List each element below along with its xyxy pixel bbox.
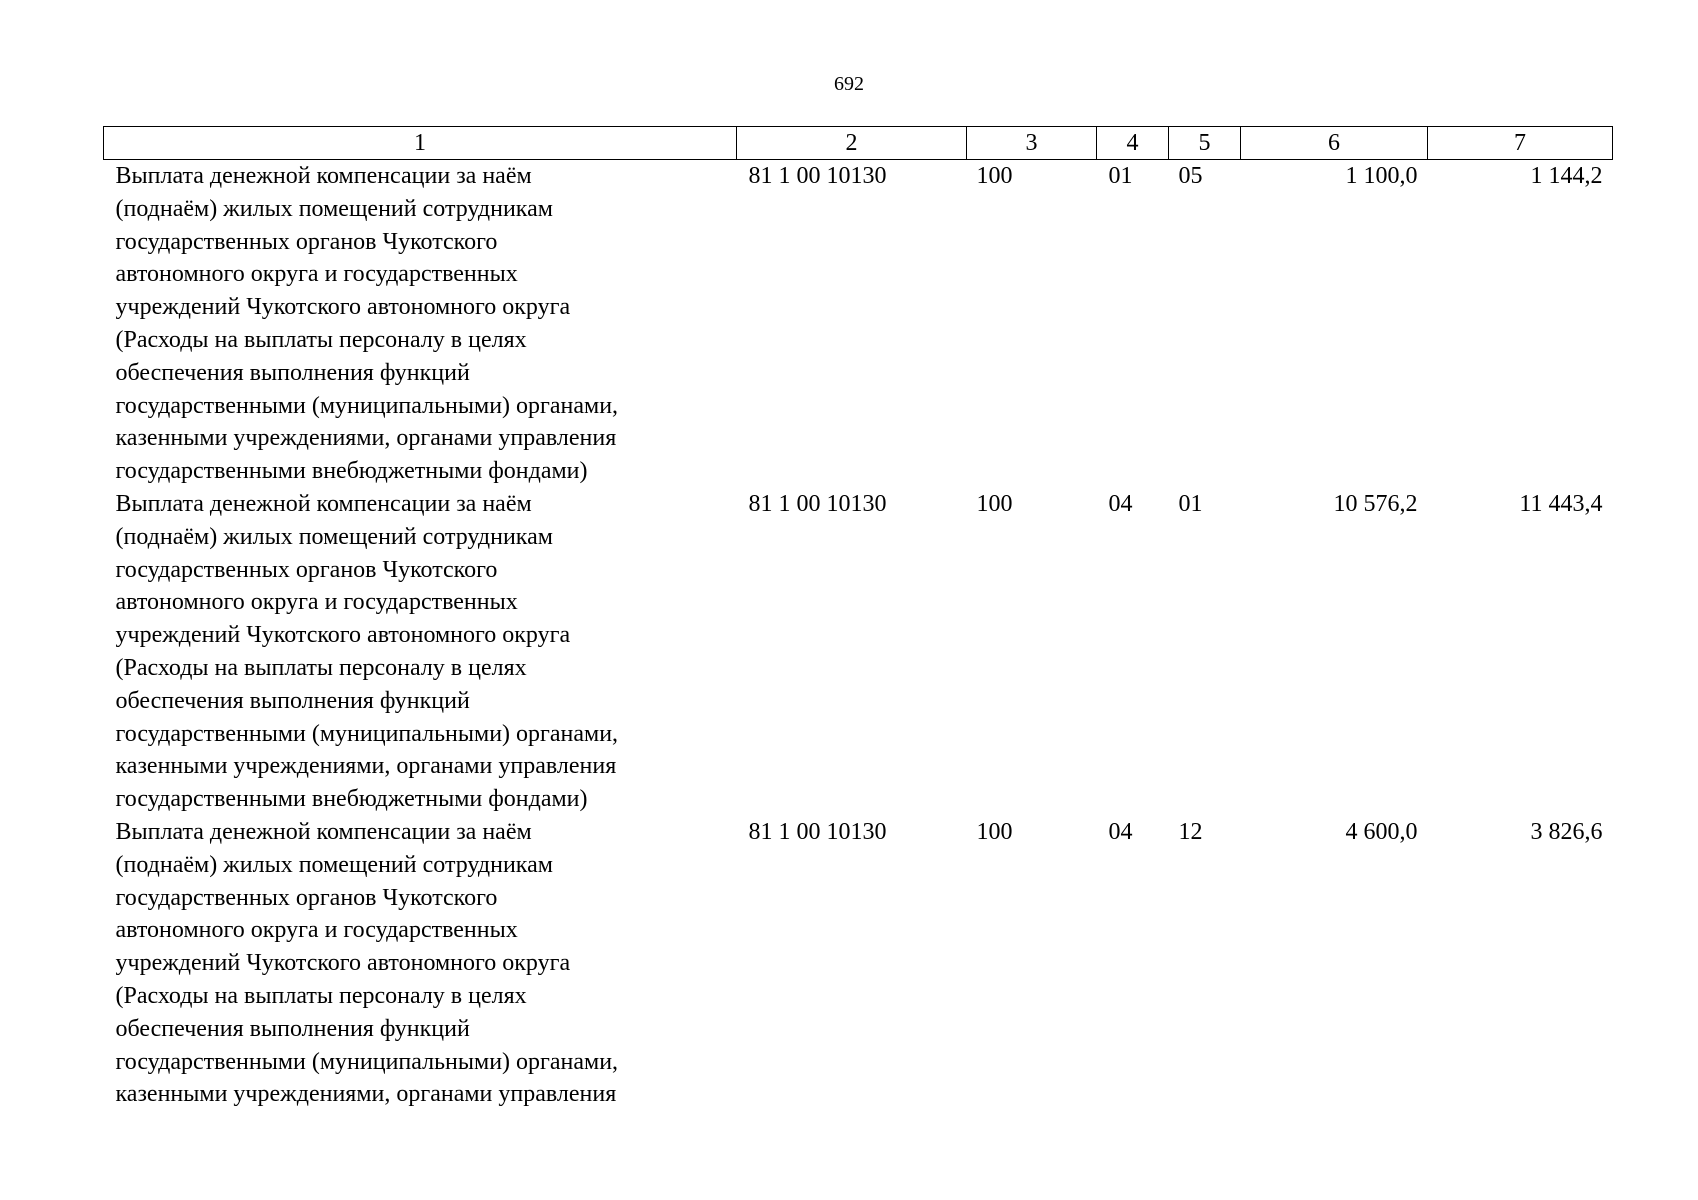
row-name-line: обеспечения выполнения функций bbox=[115, 687, 470, 714]
row-subsection: 05 bbox=[1178, 163, 1203, 189]
row-name-line: государственных органов Чукотского bbox=[115, 228, 498, 255]
row-section: 04 bbox=[1108, 490, 1133, 517]
row-code: 81 1 00 10130 bbox=[748, 163, 887, 189]
column-header-1: 1 bbox=[104, 127, 737, 160]
row-name-line: (поднаём) жилых помещений сотрудникам bbox=[115, 851, 553, 878]
row-name-line: автономного округа и государственных bbox=[115, 917, 518, 944]
row-name-line: автономного округа и государственных bbox=[115, 261, 518, 288]
row-sum-2: 11 443,4 bbox=[1519, 490, 1603, 517]
row-name-line: государственными внебюджетными фондами) bbox=[115, 786, 588, 813]
row-name-line: Выплата денежной компенсации за наём bbox=[115, 490, 532, 517]
row-name-line: (Расходы на выплаты персоналу в целях bbox=[115, 654, 527, 681]
column-header-7: 7 bbox=[1428, 127, 1613, 160]
row-section: 04 bbox=[1108, 818, 1133, 845]
column-header-4: 4 bbox=[1097, 127, 1169, 160]
row-name-line: (поднаём) жилых помещений сотрудникам bbox=[115, 195, 553, 222]
row-code: 81 1 00 10130 bbox=[748, 818, 887, 845]
row-name-line: учреждений Чукотского автономного округа bbox=[115, 950, 571, 977]
row-name-line: государственными (муниципальными) органами, bbox=[115, 720, 619, 747]
row-sum-1: 1 100,0 bbox=[1345, 163, 1418, 189]
row-name-line: казенными учреждениями, органами управления bbox=[115, 425, 617, 452]
row-name-line: (Расходы на выплаты персоналу в целях bbox=[115, 326, 527, 353]
row-name-line: государственными (муниципальными) органами, bbox=[115, 1048, 619, 1075]
row-name bbox=[104, 160, 737, 488]
row-code: 81 1 00 10130 bbox=[748, 490, 887, 517]
row-expense-type: 100 bbox=[976, 490, 1013, 517]
row-name-line: государственных органов Чукотского bbox=[115, 884, 498, 911]
column-header-5: 5 bbox=[1169, 127, 1241, 160]
row-name-line: государственными внебюджетными фондами) bbox=[115, 458, 588, 485]
table-row bbox=[104, 488, 1613, 816]
row-name-line: Выплата денежной компенсации за наём bbox=[115, 818, 532, 845]
row-name-line: обеспечения выполнения функций bbox=[115, 359, 470, 386]
row-name-line: государственных органов Чукотского bbox=[115, 556, 498, 583]
page-number: 692 bbox=[834, 73, 864, 95]
table-row bbox=[104, 160, 1613, 488]
row-name-line: казенными учреждениями, органами управления bbox=[115, 1081, 617, 1108]
row-sum-2: 1 144,2 bbox=[1530, 163, 1603, 189]
table-body bbox=[104, 160, 1613, 1112]
column-header-2: 2 bbox=[737, 127, 967, 160]
row-sum-1: 10 576,2 bbox=[1333, 490, 1418, 517]
budget-table bbox=[103, 126, 1613, 1111]
row-name-line: учреждений Чукотского автономного округа bbox=[115, 294, 571, 321]
row-name-line: (Расходы на выплаты персоналу в целях bbox=[115, 982, 527, 1009]
row-name bbox=[104, 816, 737, 1111]
row-section: 01 bbox=[1108, 163, 1133, 189]
row-name-line: обеспечения выполнения функций bbox=[115, 1015, 470, 1042]
row-name bbox=[104, 488, 737, 816]
row-name-line: казенными учреждениями, органами управления bbox=[115, 753, 617, 780]
table-header bbox=[104, 127, 1613, 160]
row-name-line: автономного округа и государственных bbox=[115, 589, 518, 616]
row-subsection: 12 bbox=[1178, 818, 1203, 845]
row-sum-1: 4 600,0 bbox=[1345, 818, 1418, 845]
row-name-line: государственными (муниципальными) органами, bbox=[115, 392, 619, 419]
row-expense-type: 100 bbox=[976, 818, 1013, 845]
row-expense-type: 100 bbox=[976, 163, 1013, 189]
column-header-6: 6 bbox=[1241, 127, 1428, 160]
header-row bbox=[104, 127, 1613, 160]
column-header-3: 3 bbox=[967, 127, 1097, 160]
row-sum-2: 3 826,6 bbox=[1530, 818, 1603, 845]
row-subsection: 01 bbox=[1178, 490, 1203, 517]
row-name-line: Выплата денежной компенсации за наём bbox=[115, 163, 532, 189]
row-name-line: учреждений Чукотского автономного округа bbox=[115, 622, 571, 649]
table-row bbox=[104, 816, 1613, 1111]
row-name-line: (поднаём) жилых помещений сотрудникам bbox=[115, 523, 553, 550]
